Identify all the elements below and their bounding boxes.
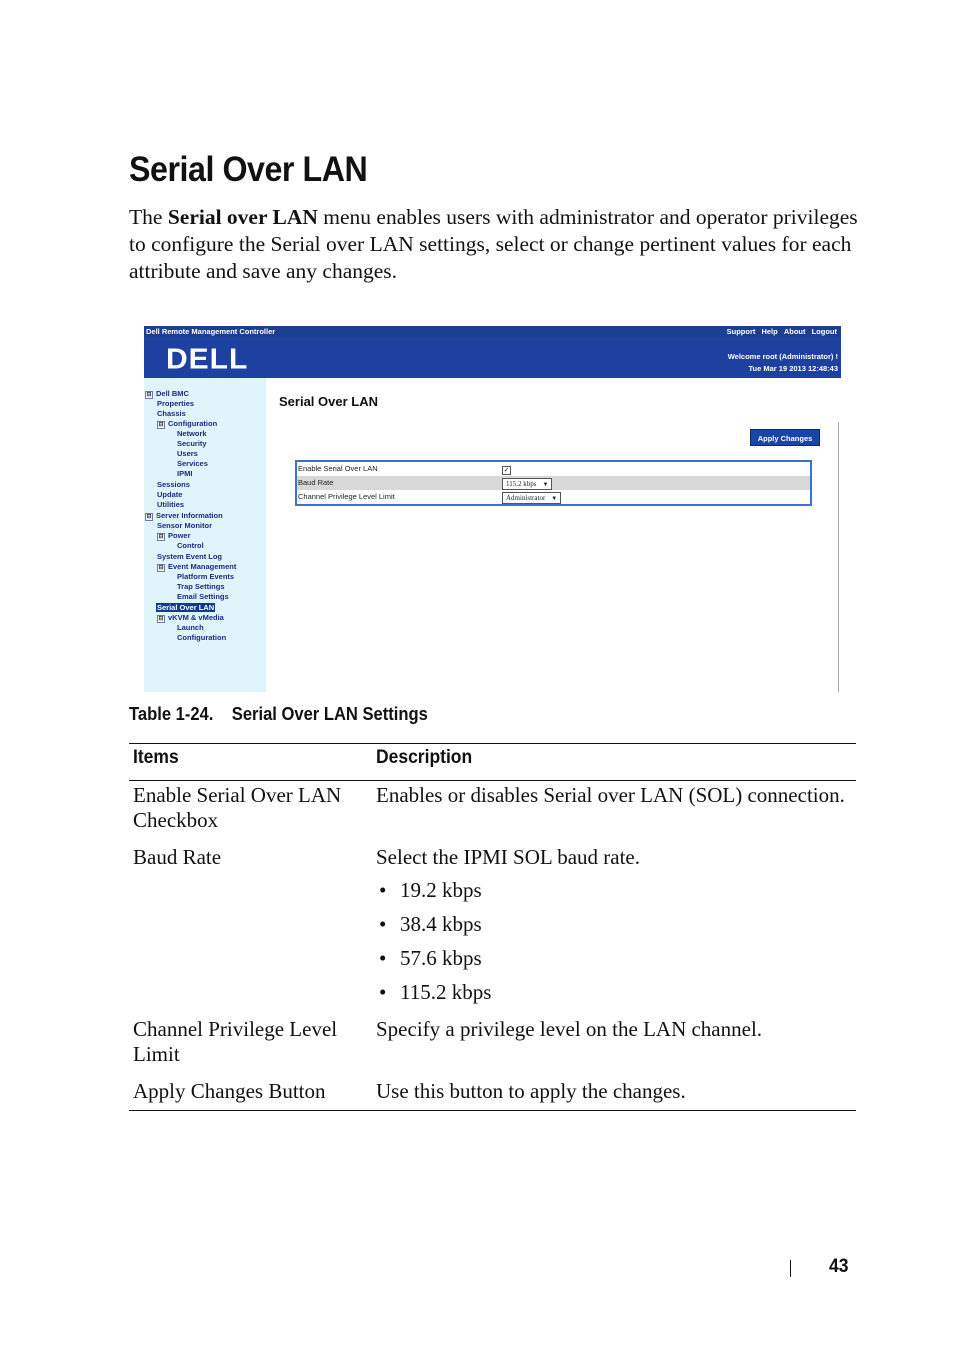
enable-sol-checkbox[interactable]: ✓ <box>503 467 510 474</box>
nav-launch[interactable]: Launch <box>177 623 204 632</box>
row1-item <box>133 783 341 833</box>
nav-label: Power <box>168 531 191 540</box>
nav-platform-events[interactable]: Platform Events <box>177 572 235 581</box>
nav-event-management[interactable] <box>157 562 236 572</box>
table-caption <box>129 704 428 725</box>
row4-item: Apply Changes Button <box>133 1079 326 1103</box>
left-nav-tree <box>144 378 266 692</box>
row3-item <box>133 1017 337 1067</box>
collapse-icon[interactable]: ⊟ <box>158 616 164 622</box>
enable-sol-label: Enable Serial Over LAN <box>298 464 378 473</box>
nav-sessions[interactable]: Sessions <box>157 480 190 489</box>
nav-control[interactable]: Control <box>177 541 204 550</box>
nav-power[interactable] <box>157 531 191 541</box>
nav-serial-over-lan[interactable]: Serial Over LAN <box>157 603 215 612</box>
list-item: • 19.2 kbps <box>379 878 491 912</box>
top-bar <box>144 326 841 337</box>
nav-update[interactable]: Update <box>157 490 183 499</box>
page-heading: Serial Over LAN <box>129 150 368 189</box>
nav-utilities[interactable]: Utilities <box>157 500 185 509</box>
privilege-row <box>297 490 810 504</box>
nav-ipmi[interactable]: IPMI <box>177 469 193 478</box>
intro-before: The <box>129 205 168 229</box>
nav-label: Configuration <box>168 419 218 428</box>
table-bottom-rule <box>129 1110 856 1111</box>
nav-label: Dell BMC <box>156 389 189 398</box>
nav-label: vKVM & vMedia <box>168 613 224 622</box>
enable-sol-row <box>297 462 810 476</box>
collapse-icon[interactable]: ⊟ <box>158 534 164 540</box>
nav-services[interactable]: Services <box>177 459 208 468</box>
collapse-icon[interactable]: ⊟ <box>158 422 164 428</box>
table-top-rule <box>129 743 856 744</box>
nav-users[interactable]: Users <box>177 449 198 458</box>
nav-vkvm-configuration[interactable]: Configuration <box>177 633 227 642</box>
nav-email-settings[interactable]: Email Settings <box>177 592 229 601</box>
content-pane <box>266 378 841 692</box>
intro-paragraph <box>129 204 869 285</box>
datetime-text: Tue Mar 19 2013 12:48:43 <box>748 364 838 373</box>
nav-network[interactable]: Network <box>177 429 207 438</box>
list-item: • 115.2 kbps <box>379 980 491 1014</box>
help-link[interactable]: Help <box>761 327 778 336</box>
nav-chassis[interactable]: Chassis <box>157 409 186 418</box>
footer-divider <box>790 1260 791 1277</box>
intro-after: menu enables users with administrator and operator privileges to configure the Serial over LAN settings, select or change pertinent values for each attribute and save any changes. <box>129 205 858 283</box>
divider <box>838 422 839 692</box>
baud-rate-row <box>297 476 810 490</box>
content-title: Serial Over LAN <box>279 394 378 409</box>
nav-vkvm-vmedia[interactable] <box>157 613 224 623</box>
collapse-icon[interactable]: ⊟ <box>158 565 164 571</box>
baud-rate-value: 115.2 kbps <box>506 480 537 488</box>
bmc-screenshot <box>144 326 841 692</box>
table-number: Table 1-24. <box>129 704 214 724</box>
row3-item-line1: Channel Privilege Level <box>133 1017 338 1041</box>
nav-label: Server Information <box>156 511 223 520</box>
intro-bold: Serial over LAN <box>167 205 318 229</box>
banner <box>144 337 841 378</box>
dell-logo: DELL <box>166 343 249 376</box>
about-link[interactable]: About <box>783 327 806 336</box>
baud-rate-label: Baud Rate <box>298 478 334 487</box>
welcome-block <box>728 351 838 375</box>
list-item: • 57.6 kbps <box>379 946 491 980</box>
privilege-label: Channel Privilege Level Limit <box>298 492 395 501</box>
chevron-down-icon: ▼ <box>542 482 549 488</box>
nav-security[interactable]: Security <box>177 439 207 448</box>
list-item: • 38.4 kbps <box>379 912 491 946</box>
welcome-text: Welcome root (Administrator) ! <box>727 352 838 361</box>
support-link[interactable]: Support <box>726 327 756 336</box>
app-title: Dell Remote Management Controller <box>146 327 276 336</box>
table-title: Serial Over LAN Settings <box>231 704 428 724</box>
row3-item-line2: Limit <box>133 1042 180 1066</box>
baud-rate-list <box>379 878 491 1014</box>
row1-item-line2: Checkbox <box>133 808 219 832</box>
row3-desc: Specify a privilege level on the LAN channel. <box>376 1017 763 1041</box>
nav-server-information[interactable] <box>145 511 223 521</box>
nav-trap-settings[interactable]: Trap Settings <box>177 582 225 591</box>
nav-system-event-log[interactable]: System Event Log <box>157 552 223 561</box>
settings-panel <box>295 460 812 506</box>
nav-properties[interactable]: Properties <box>157 399 195 408</box>
privilege-value: Administrator <box>506 494 546 502</box>
row1-desc: Enables or disables Serial over LAN (SOL) connection. <box>376 783 845 807</box>
baud-rate-select[interactable] <box>502 478 552 490</box>
collapse-icon[interactable]: ⊟ <box>146 514 152 520</box>
nav-configuration[interactable] <box>157 419 217 429</box>
chevron-down-icon: ▼ <box>551 496 558 502</box>
nav-sensor-monitor[interactable]: Sensor Monitor <box>157 521 213 530</box>
header-description: Description <box>376 747 473 768</box>
row2-item: Baud Rate <box>133 845 222 869</box>
row1-item-line1: Enable Serial Over LAN <box>133 783 342 807</box>
header-items: Items <box>133 747 179 768</box>
collapse-icon[interactable]: ⊟ <box>146 392 152 398</box>
logout-link[interactable]: Logout <box>811 327 837 336</box>
privilege-select[interactable] <box>502 492 561 504</box>
page-number: 43 <box>829 1256 849 1277</box>
nav-label: Event Management <box>168 562 237 571</box>
row2-desc: Select the IPMI SOL baud rate. <box>376 845 640 869</box>
table-header-rule <box>129 780 856 781</box>
top-links <box>723 326 837 337</box>
nav-dell-bmc[interactable] <box>145 389 189 399</box>
apply-changes-button[interactable]: Apply Changes <box>750 429 820 446</box>
row4-desc: Use this button to apply the changes. <box>376 1079 686 1103</box>
